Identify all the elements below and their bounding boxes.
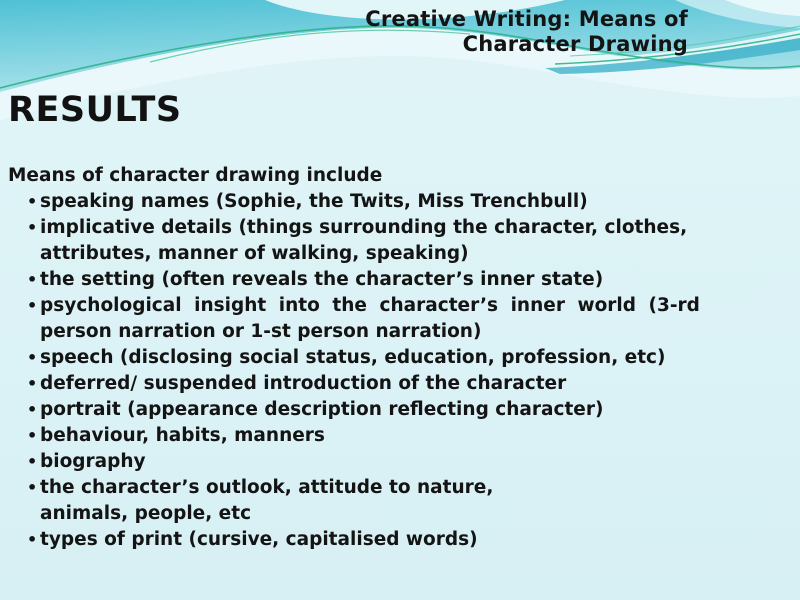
line-text: biography bbox=[40, 451, 146, 472]
line-text: the setting (often reveals the character’s inner state) bbox=[40, 269, 604, 290]
line-text: speaking names (Sophie, the Twits, Miss Trenchbull) bbox=[40, 191, 588, 212]
bullet-icon: • bbox=[27, 374, 38, 393]
results-heading: RESULTS bbox=[8, 90, 182, 130]
line-text: implicative details (things surrounding the character, clothes, bbox=[40, 217, 688, 238]
line-text: animals, people, etc bbox=[40, 503, 252, 524]
bullet-icon: • bbox=[27, 348, 38, 367]
bullet-line bbox=[8, 397, 732, 423]
bullet-line bbox=[8, 475, 732, 501]
bullet-line bbox=[8, 527, 732, 553]
bullet-icon: • bbox=[27, 452, 38, 471]
wrapped-line bbox=[8, 319, 732, 345]
bullet-line bbox=[8, 189, 732, 215]
bullet-icon: • bbox=[27, 426, 38, 445]
line-text: attributes, manner of walking, speaking) bbox=[40, 243, 469, 264]
line-text: types of print (cursive, capitalised words) bbox=[40, 529, 478, 550]
line-text: person narration or 1-st person narration) bbox=[40, 321, 482, 342]
bullet-line bbox=[8, 267, 732, 293]
bullet-line bbox=[8, 293, 732, 319]
line-text: portrait (appearance description reflecting character) bbox=[40, 399, 604, 420]
bullet-line bbox=[8, 423, 732, 449]
slide-title-line-2: Character Drawing bbox=[462, 32, 688, 56]
bullet-line bbox=[8, 215, 732, 241]
line-text: psychological insight into the character’s inner world (3-rd bbox=[40, 295, 700, 316]
bullet-icon: • bbox=[27, 192, 38, 211]
line-text: the character’s outlook, attitude to nature, bbox=[40, 477, 494, 498]
slide-title bbox=[365, 7, 688, 57]
bullet-line bbox=[8, 449, 732, 475]
line-text: behaviour, habits, manners bbox=[40, 425, 325, 446]
bullet-icon: • bbox=[27, 478, 38, 497]
wrapped-line bbox=[8, 241, 732, 267]
intro-line bbox=[8, 163, 732, 189]
bullet-line bbox=[8, 371, 732, 397]
line-text: Means of character drawing include bbox=[8, 165, 383, 186]
bullet-icon: • bbox=[27, 530, 38, 549]
slide-title-line-1: Creative Writing: Means of bbox=[365, 7, 688, 31]
bullet-list bbox=[8, 163, 732, 553]
line-text: speech (disclosing social status, education, profession, etc) bbox=[40, 347, 666, 368]
line-text: deferred/ suspended introduction of the character bbox=[40, 373, 567, 394]
bullet-icon: • bbox=[27, 296, 38, 315]
bullet-icon: • bbox=[27, 400, 38, 419]
bullet-icon: • bbox=[27, 270, 38, 289]
bullet-icon: • bbox=[27, 218, 38, 237]
wrapped-line bbox=[8, 501, 732, 527]
bullet-line bbox=[8, 345, 732, 371]
